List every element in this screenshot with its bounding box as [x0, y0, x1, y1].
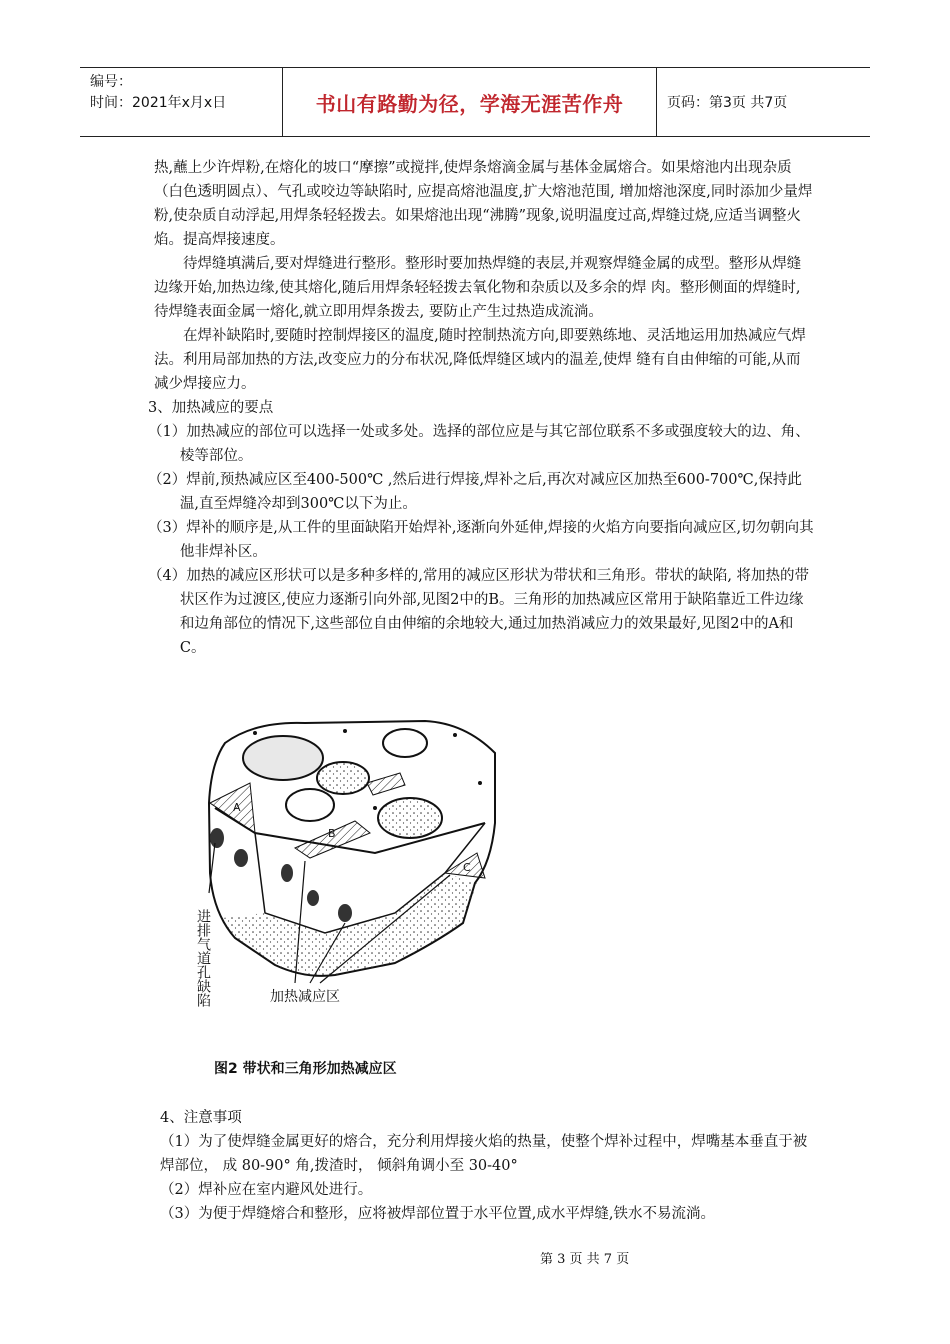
top-hole — [243, 736, 323, 780]
figure-2-illustration — [195, 713, 515, 1043]
paragraph: 待焊缝填满后,要对焊缝进行整形。整形时要加热焊缝的表层,并观察焊缝金属的成型。整形从焊缝边缘开始,加热边缘,使其熔化,随后用焊条轻轻拨去氧化物和杂质以及多余的焊 肉。整形侧面的焊缝时,待焊缝表面金属一熔化,就立即用焊条拨去, 要防止产生过热造成流淌。 — [154, 256, 802, 320]
top-hole — [286, 789, 334, 821]
bolt-hole — [478, 781, 482, 785]
page-number-label: 页码：第3页 共7页 — [667, 95, 788, 111]
header-meta — [80, 68, 283, 136]
page-header — [80, 67, 870, 137]
section-3-item: （3）焊补的顺序是,从工件的里面缺陷开始焊补,逐渐向外延伸,焊接的火焰方向要指向减应区,切勿朝向其他非焊补区。 — [148, 520, 814, 560]
label-a: A — [233, 801, 241, 814]
section-4-item: （3）为便于焊缝熔合和整形，应将被焊部位置于水平位置,成水平焊缝,铁水不易流淌。 — [160, 1206, 715, 1222]
header-page-info — [657, 68, 870, 136]
exhaust-hole — [338, 904, 352, 922]
section-3-item: （1）加热减应的部位可以选择一处或多处。选择的部位应是与其它部位联系不多或强度较大的边、角、棱等部位。 — [148, 424, 810, 464]
section-3-item: （2）焊前,预热减应区至400-500℃ ,然后进行焊接,焊补之后,再次对减应区加热至600-700℃,保持此温,直至焊缝冷却到300℃以下为止。 — [148, 472, 802, 512]
label-b: B — [328, 827, 336, 840]
motto-text: 书山有路勤为径，学海无涯苦作舟 — [315, 91, 624, 116]
header-motto — [283, 68, 657, 136]
label-heating-zone: 加热减应区 — [270, 989, 340, 1005]
section-3-title: 3、加热减应的要点 — [148, 400, 274, 416]
defect-area — [317, 762, 369, 794]
label-c: C — [463, 861, 471, 874]
bolt-hole — [343, 729, 347, 733]
defect-area — [378, 798, 442, 838]
exhaust-hole — [307, 890, 319, 906]
main-text — [148, 156, 814, 660]
label-exhaust-defect: 进排气道孔缺陷 — [195, 909, 211, 1007]
section-4-item: （1）为了使焊缝金属更好的熔合，充分利用焊接火焰的热量，使整个焊补过程中，焊嘴基本垂直于被焊部位， 成 80-90° 角,拨渣时， 倾斜角调小至 30-40° — [160, 1134, 808, 1174]
figure-caption: 图2 带状和三角形加热减应区 — [214, 1061, 397, 1077]
notes-section — [160, 1106, 820, 1226]
paragraph: 热,蘸上少许焊粉,在熔化的坡口“摩擦”或搅拌,使焊条熔滴金属与基体金属熔合。如果熔池内出现杂质（白色透明圆点）、气孔或咬边等缺陷时, 应提高熔池温度,扩大熔池范围, 增加熔池深度,同时添加少量焊粉,使杂质自动浮起,用焊条轻轻拨去。如果熔池出现“沸腾”现象,说明温度过高,焊缝过烧,应适当调整火焰。提高焊接速度。 — [154, 160, 813, 248]
bolt-hole — [373, 806, 377, 810]
document-date: 时间：2021年x月x日 — [90, 95, 227, 111]
exhaust-hole — [210, 828, 224, 848]
section-3-item: （4）加热的减应区形状可以是多种多样的,常用的减应区形状为带状和三角形。带状的缺陷, 将加热的带状区作为过渡区,使应力逐渐引向外部,见图2中的B。三角形的加热减应区常用于缺陷靠近工件边缘和边角部位的情况下,这些部位自由伸缩的余地较大,通过加热消减应力的效果最好,见图2中的A和C。 — [148, 568, 810, 656]
page-footer: 第 3 页 共 7 页 — [540, 1252, 630, 1267]
top-hole — [383, 729, 427, 757]
section-4-title: 4、注意事项 — [160, 1110, 242, 1126]
bolt-hole — [253, 731, 257, 735]
exhaust-hole — [234, 849, 248, 867]
document-number: 编号： — [90, 74, 132, 90]
section-4-item: （2）焊补应在室内避风处进行。 — [160, 1182, 373, 1198]
bolt-hole — [453, 733, 457, 737]
exhaust-hole — [281, 864, 293, 882]
paragraph: 在焊补缺陷时,要随时控制焊接区的温度,随时控制热流方向,即要熟练地、灵活地运用加热减应气焊法。利用局部加热的方法,改变应力的分布状况,降低焊缝区域内的温差,使焊 缝有自由伸缩的可能,从而减少焊接应力。 — [154, 328, 806, 392]
